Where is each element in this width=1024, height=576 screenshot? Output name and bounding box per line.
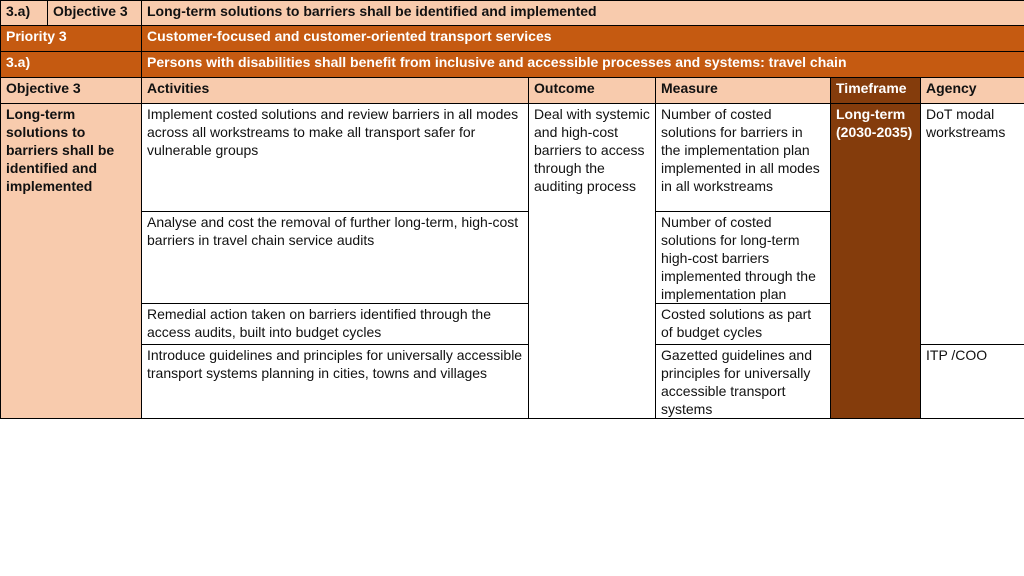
header-row-objective [1,1,1024,26]
goal-text: Persons with disabilities shall benefit from inclusive and accessible processes and systems: travel chain [142,52,1024,78]
measure-cell: Number of costed solutions for barriers in the implementation plan implemented in all modes in all workstreams [656,104,831,212]
col-timeframe-header: Timeframe [831,78,921,104]
header-objective-cell: Objective 3 [48,1,142,26]
activity-cell: Introduce guidelines and principles for universally accessible transport systems planning in cities, towns and villages [142,345,529,419]
col-outcome-header: Outcome [529,78,656,104]
header-row-goal [1,52,1024,78]
timeframe-cell: Long-term (2030-2035) [831,104,921,419]
objective-text: Long-term solutions to barriers shall be identified and implemented [1,104,142,419]
goal-code-cell: 3.a) [1,52,142,78]
measure-cell: Number of costed solutions for long-term high-cost barriers implemented through the implementation plan [656,212,831,304]
col-objective-header: Objective 3 [1,78,142,104]
activity-cell: Remedial action taken on barriers identified through the access audits, built into budget cycles [142,304,529,345]
measure-cell: Gazetted guidelines and principles for universally accessible transport systems [656,345,831,419]
activity-cell: Analyse and cost the removal of further long-term, high-cost barriers in travel chain service audits [142,212,529,304]
activity-cell: Implement costed solutions and review barriers in all modes across all workstreams to make all transport safer for vulnerable groups [142,104,529,212]
header-code-cell: 3.a) [1,1,48,26]
outcome-cell: Deal with systemic and high-cost barriers to access through the auditing process [529,104,656,419]
header-objective-title: Long-term solutions to barriers shall be identified and implemented [142,1,1024,26]
header-row-priority [1,26,1024,52]
agency-cell: ITP /COO [921,345,1024,419]
col-agency-header: Agency [921,78,1024,104]
measure-cell: Costed solutions as part of budget cycles [656,304,831,345]
priority-cell: Priority 3 [1,26,142,52]
col-activities-header: Activities [142,78,529,104]
agency-cell: DoT modal workstreams [921,104,1024,345]
table-row [1,104,1024,212]
priority-text: Customer-focused and customer-oriented transport services [142,26,1024,52]
col-measure-header: Measure [656,78,831,104]
column-header-row [1,78,1024,104]
